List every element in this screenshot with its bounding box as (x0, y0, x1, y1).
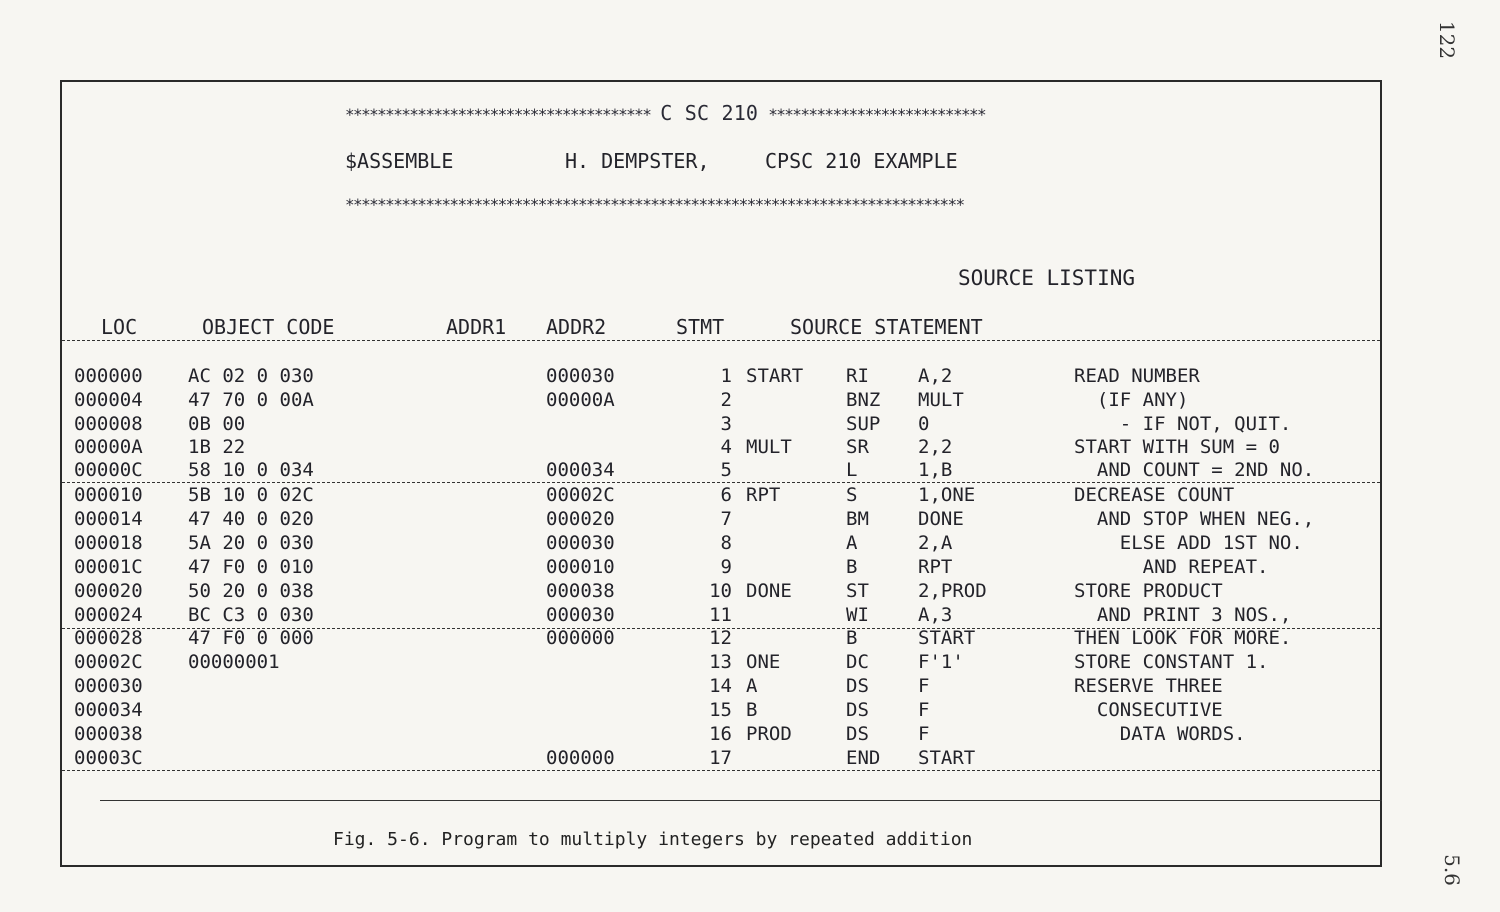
operand-cell: DONE (918, 508, 964, 530)
table-row (0, 508, 1500, 531)
operand-cell: MULT (918, 389, 964, 411)
table-row (0, 699, 1500, 722)
stmt-cell: 1 (720, 365, 732, 387)
opcode-cell: BNZ (846, 389, 881, 411)
section-number: 5.6 (1439, 854, 1464, 886)
label-cell: MULT (746, 436, 792, 458)
stmt-cell: 14 (709, 675, 732, 697)
opcode-cell: L (846, 459, 858, 481)
table-row (0, 413, 1500, 436)
operand-cell: F (918, 675, 930, 697)
assemble-header (345, 149, 958, 173)
label-cell: PROD (746, 723, 792, 745)
opcode-cell: B (846, 627, 858, 649)
label-cell: A (746, 675, 758, 697)
loc-cell: 00001C (74, 556, 143, 578)
loc-cell: 000038 (74, 723, 143, 745)
operand-cell: START (918, 627, 976, 649)
table-row (0, 651, 1500, 674)
table-row (0, 532, 1500, 555)
col-header-object-code: OBJECT CODE (202, 315, 335, 339)
operand-cell: 1,B (918, 459, 953, 481)
opcode-cell: ST (846, 580, 869, 602)
banner-stars-bottom: ***************************************************************************** (345, 195, 964, 214)
opcode-cell: END (846, 747, 881, 769)
object-code-cell: 47 F0 0 000 (188, 627, 314, 649)
assemble-directive: $ASSEMBLE (345, 149, 454, 173)
loc-cell: 000000 (74, 365, 143, 387)
stmt-cell: 15 (709, 699, 732, 721)
stmt-cell: 5 (720, 459, 732, 481)
stmt-cell: 17 (709, 747, 732, 769)
loc-cell: 000020 (74, 580, 143, 602)
col-header-source-statement: SOURCE STATEMENT (790, 315, 983, 339)
label-cell: B (746, 699, 758, 721)
opcode-cell: SUP (846, 413, 881, 435)
table-row (0, 556, 1500, 579)
addr2-cell: 000000 (546, 627, 615, 649)
opcode-cell: DS (846, 675, 869, 697)
operand-cell: 2,A (918, 532, 953, 554)
table-row (0, 459, 1500, 482)
addr2-cell: 000038 (546, 580, 615, 602)
stmt-cell: 3 (720, 413, 732, 435)
object-code-cell: AC 02 0 030 (188, 365, 314, 387)
addr2-cell: 000000 (546, 747, 615, 769)
object-code-cell: 0B 00 (188, 413, 246, 435)
col-header-addr2: ADDR2 (546, 315, 607, 339)
stmt-cell: 4 (720, 436, 732, 458)
object-code-cell: 47 40 0 020 (188, 508, 314, 530)
comment-cell: AND PRINT 3 NOS., (1074, 604, 1292, 626)
col-header-loc: LOC (101, 315, 138, 339)
loc-cell: 00000A (74, 436, 143, 458)
stmt-cell: 12 (709, 627, 732, 649)
opcode-cell: S (846, 484, 858, 506)
listing-bottom-rule (100, 800, 1382, 801)
comment-cell: STORE CONSTANT 1. (1074, 651, 1269, 673)
banner-stars-right: *************************** (768, 105, 986, 124)
loc-cell: 00002C (74, 651, 143, 673)
table-row (0, 580, 1500, 603)
opcode-cell: B (846, 556, 858, 578)
comment-cell: THEN LOOK FOR MORE. (1074, 627, 1292, 649)
author-name: H. DEMPSTER, (565, 149, 710, 173)
operand-cell: 2,PROD (918, 580, 987, 602)
operand-cell: START (918, 747, 976, 769)
addr2-cell: 000010 (546, 556, 615, 578)
col-header-stmt: STMT (676, 315, 725, 339)
loc-cell: 000030 (74, 675, 143, 697)
banner-top (345, 101, 985, 125)
operand-cell: F (918, 723, 930, 745)
operand-cell: F (918, 699, 930, 721)
banner-label: C SC 210 (660, 101, 759, 125)
opcode-cell: BM (846, 508, 869, 530)
comment-cell: ELSE ADD 1ST NO. (1074, 532, 1303, 554)
comment-cell: - IF NOT, QUIT. (1074, 413, 1292, 435)
operand-cell: 1,ONE (918, 484, 976, 506)
addr2-cell: 00000A (546, 389, 615, 411)
group-divider (62, 628, 1380, 629)
stmt-cell: 6 (720, 484, 732, 506)
loc-cell: 000008 (74, 413, 143, 435)
addr2-cell: 000030 (546, 365, 615, 387)
label-cell: RPT (746, 484, 781, 506)
object-code-cell: BC C3 0 030 (188, 604, 314, 626)
label-cell: ONE (746, 651, 781, 673)
table-row (0, 484, 1500, 507)
loc-cell: 000004 (74, 389, 143, 411)
opcode-cell: DC (846, 651, 869, 673)
comment-cell: DECREASE COUNT (1074, 484, 1235, 506)
comment-cell: AND REPEAT. (1074, 556, 1269, 578)
comment-cell: RESERVE THREE (1074, 675, 1223, 697)
object-code-cell: 50 20 0 038 (188, 580, 314, 602)
source-listing-title: SOURCE LISTING (958, 266, 1136, 290)
opcode-cell: DS (846, 699, 869, 721)
col-header-addr1: ADDR1 (446, 315, 507, 339)
loc-cell: 000028 (74, 627, 143, 649)
stmt-cell: 8 (720, 532, 732, 554)
operand-cell: 0 (918, 413, 930, 435)
stmt-cell: 16 (709, 723, 732, 745)
object-code-cell: 47 F0 0 010 (188, 556, 314, 578)
operand-cell: F'1' (918, 651, 964, 673)
object-code-cell: 58 10 0 034 (188, 459, 314, 481)
loc-cell: 000024 (74, 604, 143, 626)
opcode-cell: DS (846, 723, 869, 745)
label-cell: START (746, 365, 804, 387)
table-row (0, 365, 1500, 388)
operand-cell: RPT (918, 556, 953, 578)
page-number: 122 (1435, 20, 1460, 60)
column-header-rule (62, 340, 1380, 341)
operand-cell: A,3 (918, 604, 953, 626)
comment-cell: STORE PRODUCT (1074, 580, 1223, 602)
opcode-cell: A (846, 532, 858, 554)
object-code-cell: 47 70 0 00A (188, 389, 314, 411)
loc-cell: 000034 (74, 699, 143, 721)
addr2-cell: 00002C (546, 484, 615, 506)
loc-cell: 000014 (74, 508, 143, 530)
table-row (0, 436, 1500, 459)
banner-bottom (345, 195, 964, 215)
addr2-cell: 000030 (546, 604, 615, 626)
opcode-cell: SR (846, 436, 869, 458)
stmt-cell: 2 (720, 389, 732, 411)
comment-cell: AND STOP WHEN NEG., (1074, 508, 1315, 530)
group-divider (62, 770, 1380, 771)
operand-cell: A,2 (918, 365, 953, 387)
comment-cell: AND COUNT = 2ND NO. (1074, 459, 1315, 481)
group-divider (62, 482, 1380, 483)
addr2-cell: 000030 (546, 532, 615, 554)
table-row (0, 627, 1500, 650)
table-row (0, 389, 1500, 412)
addr2-cell: 000020 (546, 508, 615, 530)
course-title: CPSC 210 EXAMPLE (765, 149, 958, 173)
comment-cell: DATA WORDS. (1074, 723, 1246, 745)
object-code-cell: 1B 22 (188, 436, 246, 458)
stmt-cell: 10 (709, 580, 732, 602)
operand-cell: 2,2 (918, 436, 953, 458)
label-cell: DONE (746, 580, 792, 602)
opcode-cell: RI (846, 365, 869, 387)
stmt-cell: 11 (709, 604, 732, 626)
object-code-cell: 5B 10 0 02C (188, 484, 314, 506)
loc-cell: 00003C (74, 747, 143, 769)
object-code-cell: 5A 20 0 030 (188, 532, 314, 554)
loc-cell: 000010 (74, 484, 143, 506)
comment-cell: (IF ANY) (1074, 389, 1189, 411)
object-code-cell: 00000001 (188, 651, 280, 673)
loc-cell: 000018 (74, 532, 143, 554)
addr2-cell: 000034 (546, 459, 615, 481)
table-row (0, 723, 1500, 746)
banner-stars-left: ************************************** (345, 105, 651, 124)
table-row (0, 747, 1500, 770)
comment-cell: CONSECUTIVE (1074, 699, 1223, 721)
stmt-cell: 13 (709, 651, 732, 673)
table-row (0, 604, 1500, 627)
opcode-cell: WI (846, 604, 869, 626)
comment-cell: READ NUMBER (1074, 365, 1200, 387)
figure-caption: Fig. 5-6. Program to multiply integers by repeated addition (333, 829, 973, 850)
comment-cell: START WITH SUM = 0 (1074, 436, 1280, 458)
table-row (0, 675, 1500, 698)
loc-cell: 00000C (74, 459, 143, 481)
stmt-cell: 7 (720, 508, 732, 530)
stmt-cell: 9 (720, 556, 732, 578)
